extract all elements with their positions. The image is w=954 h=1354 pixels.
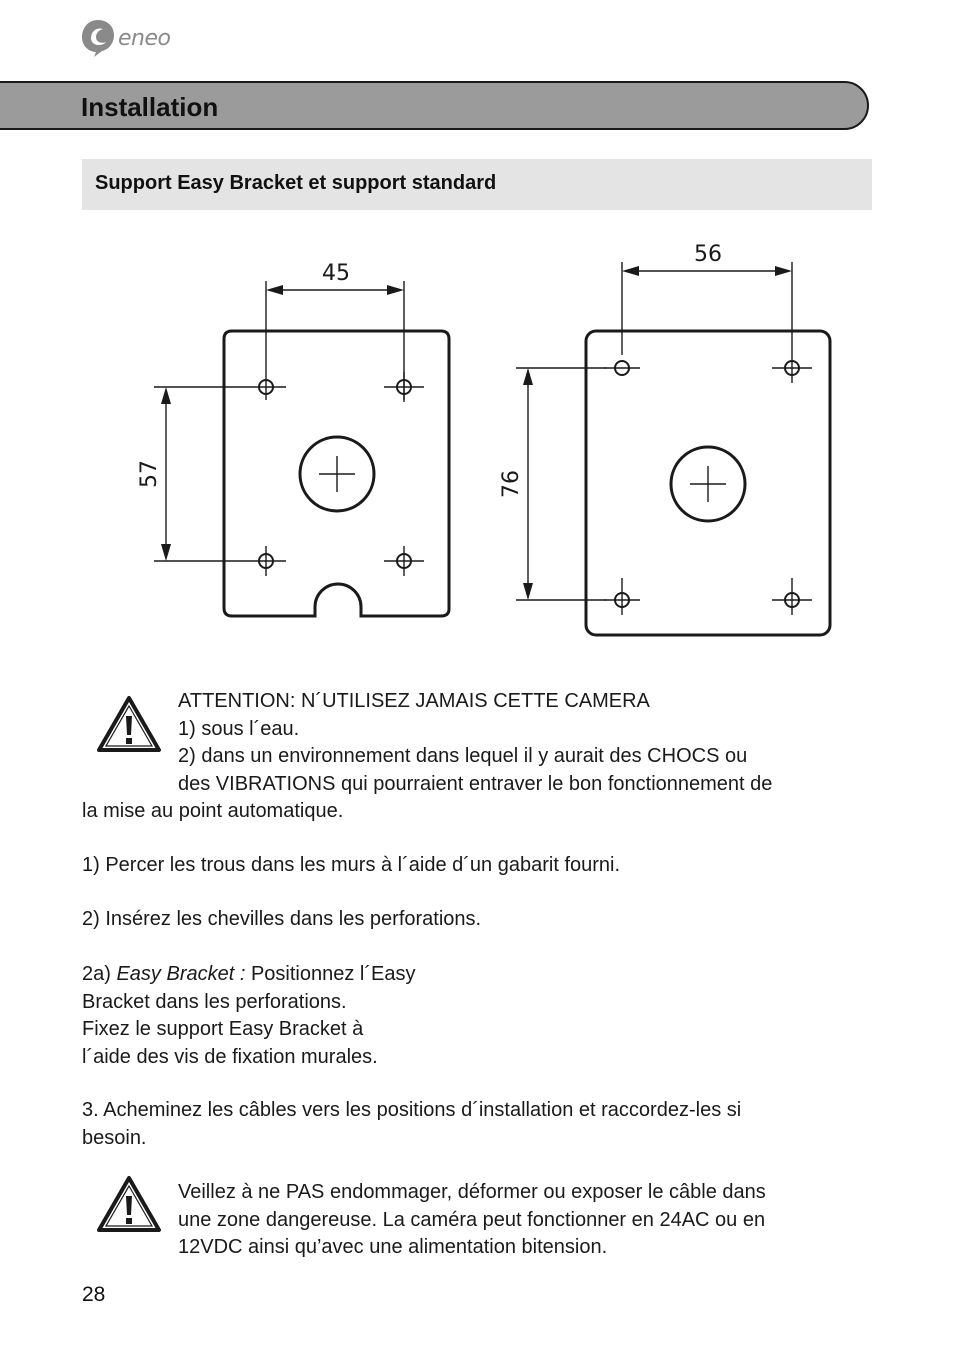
dimension-45: 45 xyxy=(322,261,350,286)
step-2-text: 2) Insérez les chevilles dans les perforations. xyxy=(82,908,482,930)
step-2 xyxy=(82,906,481,934)
dimension-57: 57 xyxy=(137,460,162,488)
section-title: Installation xyxy=(81,92,219,122)
step-2a-line: l´aide des vis de fixation murales. xyxy=(82,1045,378,1068)
warning-text-continued xyxy=(82,798,343,826)
warning-triangle-icon xyxy=(96,1175,162,1233)
step-1-text: 1) Percer les trous dans les murs à l´aide d´un gabarit fourni. xyxy=(82,854,621,876)
step-3-line: besoin. xyxy=(82,1126,147,1149)
step-2a xyxy=(82,961,415,1071)
warning-line: la mise au point automatique. xyxy=(82,800,344,822)
cable-warning-line: Veillez à ne PAS endommager, déformer ou exposer le câble dans xyxy=(178,1181,766,1203)
cable-warning-line: une zone dangereuse. La caméra peut fonctionner en 24AC ou en xyxy=(178,1208,766,1231)
warning-line: ATTENTION: N´UTILISEZ JAMAIS CETTE CAMERA xyxy=(178,690,650,712)
dimension-76: 76 xyxy=(499,470,524,498)
step-2a-prefix: 2a) xyxy=(82,963,117,985)
dimension-56: 56 xyxy=(694,242,722,267)
subheading: Support Easy Bracket et support standard xyxy=(95,172,497,194)
step-2a-line: Bracket dans les perforations. xyxy=(82,990,347,1013)
step-2a-line: Fixez le support Easy Bracket à xyxy=(82,1018,364,1040)
step-2a-line xyxy=(82,961,415,989)
step-2a-rest: Positionnez l´Easy xyxy=(245,963,416,985)
step-3 xyxy=(82,1097,741,1152)
step-3-line: 3. Acheminez les câbles vers les positions d´installation et raccordez-les si xyxy=(82,1099,742,1121)
warning-text xyxy=(178,688,772,798)
warning-line: 2) dans un environnement dans lequel il y aurait des CHOCS ou xyxy=(178,745,748,767)
bracket-dimension-diagram xyxy=(0,0,954,660)
warning-line: 1) sous l´eau. xyxy=(178,717,300,740)
warning-triangle-icon xyxy=(96,695,162,753)
cable-warning-line: 12VDC ainsi qu’avec une alimentation bitension. xyxy=(178,1236,608,1258)
cable-warning-text xyxy=(178,1179,766,1262)
step-1 xyxy=(82,852,620,880)
page-number: 28 xyxy=(82,1283,106,1306)
step-2a-emphasis: Easy Bracket : xyxy=(116,963,246,985)
warning-line: des VIBRATIONS qui pourraient entraver le bon fonctionnement de xyxy=(178,772,773,795)
logo-wordmark: eneo xyxy=(118,25,171,51)
